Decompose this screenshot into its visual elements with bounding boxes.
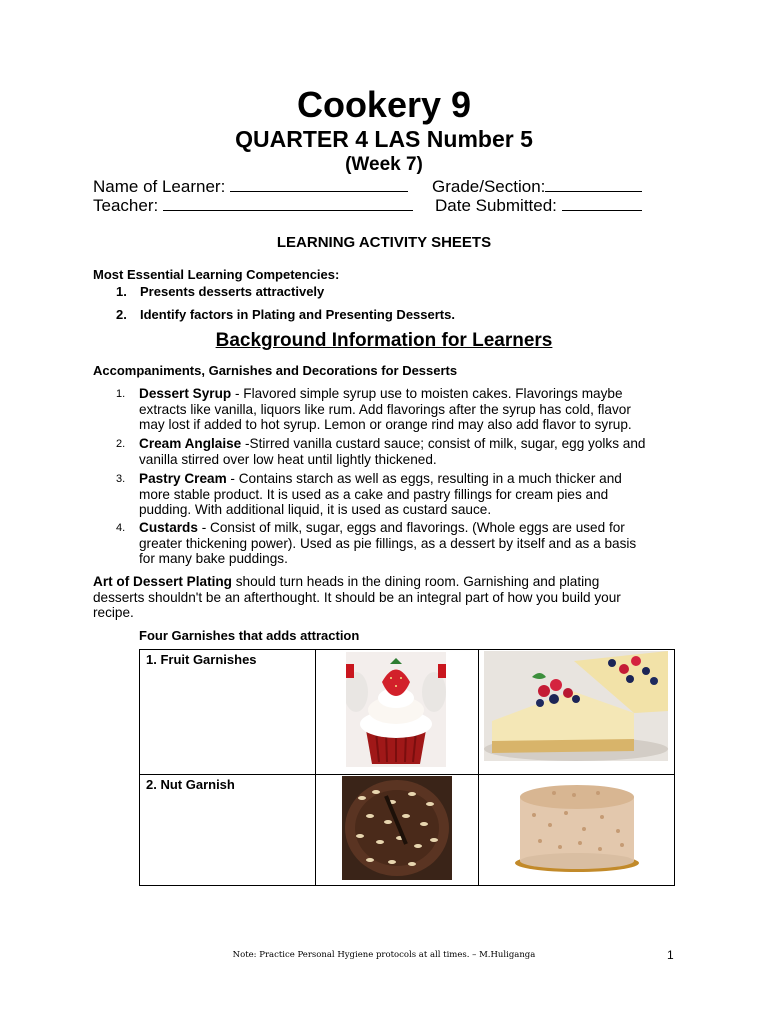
cheesecake-image — [484, 651, 668, 761]
melc-item-num: 1. — [116, 284, 127, 299]
name-label: Name of Learner: — [93, 177, 226, 196]
teacher-label: Teacher: — [93, 196, 159, 215]
grade-field — [432, 177, 642, 197]
item-line: - Consist of milk, sugar, eggs and flavorings. (Whole eggs are used for — [197, 520, 625, 535]
melc-item-text: Identify factors in Plating and Presenting Desserts. — [140, 307, 455, 322]
date-blank[interactable] — [562, 196, 642, 211]
garnish-table — [139, 649, 675, 886]
table-row — [140, 775, 675, 886]
background-item-2 — [116, 436, 676, 467]
background-item-3 — [116, 471, 676, 518]
background-item-1 — [116, 386, 676, 433]
item-line: may lost if added to hot syrup. Lemon or orange rind may also add flavor to syrup. — [139, 417, 632, 433]
item-term: Dessert Syrup — [139, 386, 232, 401]
image-cell — [316, 775, 479, 886]
item-term: Pastry Cream — [139, 471, 227, 486]
quarter-heading: QUARTER 4 LAS Number 5 — [235, 126, 533, 152]
nut-garnish-label: 2. Nut Garnish — [146, 777, 235, 792]
plating-line: desserts shouldn't be an afterthought. It should be an integral part of how you build your — [93, 589, 621, 605]
cupcake-image — [346, 652, 446, 767]
item-term: Cream Anglaise — [139, 436, 242, 451]
plating-line: should turn heads in the dining room. Garnishing and plating — [231, 574, 600, 589]
fruit-garnish-label: 1. Fruit Garnishes — [146, 652, 257, 667]
footer-note: Note: Practice Personal Hygiene protocols at all times. – M.Huliganga — [232, 950, 536, 960]
garnish-label-cell — [140, 775, 316, 886]
item-line: for many bake puddings. — [139, 551, 288, 567]
melc-item-1 — [116, 284, 325, 299]
item-line: -Stirred vanilla custard sauce; consist of milk, sugar, egg yolks and — [241, 436, 646, 451]
melc-item-num: 2. — [116, 307, 127, 322]
item-line: pudding. With additional liquid, it is used as custard sauce. — [139, 502, 492, 518]
item-number: 1. — [116, 388, 126, 400]
background-subheading: Accompaniments, Garnishes and Decorations for Desserts — [93, 363, 458, 378]
melc-item-text: Presents desserts attractively — [140, 284, 325, 299]
document-title: Cookery 9 — [296, 84, 472, 125]
teacher-field — [93, 196, 413, 216]
nut-cake-image — [514, 775, 640, 873]
garnish-label-cell — [140, 650, 316, 775]
background-heading: Background Information for Learners — [215, 330, 553, 351]
teacher-blank[interactable] — [163, 196, 413, 211]
garnish-heading: Four Garnishes that adds attraction — [139, 628, 360, 643]
plating-paragraph — [93, 574, 683, 621]
background-item-4 — [116, 520, 676, 567]
page-number: 1 — [667, 948, 674, 962]
item-term: Custards — [139, 520, 198, 535]
grade-blank[interactable] — [545, 177, 642, 192]
name-blank[interactable] — [230, 177, 408, 192]
item-line: - Contains starch as well as eggs, resulting in a much thicker and — [226, 471, 622, 486]
item-line: greater thickening power). Used as pie fillings, as a dessert by itself and as a basis — [139, 535, 637, 551]
melc-heading: Most Essential Learning Competencies: — [93, 267, 340, 282]
item-number: 3. — [116, 473, 126, 485]
name-field — [93, 177, 408, 197]
image-cell — [479, 650, 675, 775]
item-line: vanilla stirred over low heat until lightly thickened. — [139, 451, 437, 467]
item-number: 4. — [116, 522, 126, 534]
grade-label: Grade/Section: — [432, 177, 546, 196]
item-line: - Flavored simple syrup use to moisten cakes. Flavorings maybe — [231, 386, 623, 401]
item-line: extracts like vanilla, liquors like rum. Add flavorings after the syrup has cold, flavor — [139, 401, 631, 417]
plating-line: recipe. — [93, 605, 134, 621]
item-line: more stable product. It is used as a cake and pastry fillings for cream pies and — [139, 486, 609, 502]
melc-item-2 — [116, 307, 455, 322]
item-number: 2. — [116, 438, 126, 450]
date-field — [435, 196, 642, 216]
week-label: (Week 7) — [345, 154, 423, 175]
image-cell — [479, 775, 675, 886]
las-heading: LEARNING ACTIVITY SHEETS — [276, 234, 492, 251]
table-row — [140, 650, 675, 775]
date-label: Date Submitted: — [435, 196, 557, 215]
plating-term: Art of Dessert Plating — [93, 574, 232, 589]
image-cell — [316, 650, 479, 775]
nut-brownie-image — [342, 776, 452, 880]
